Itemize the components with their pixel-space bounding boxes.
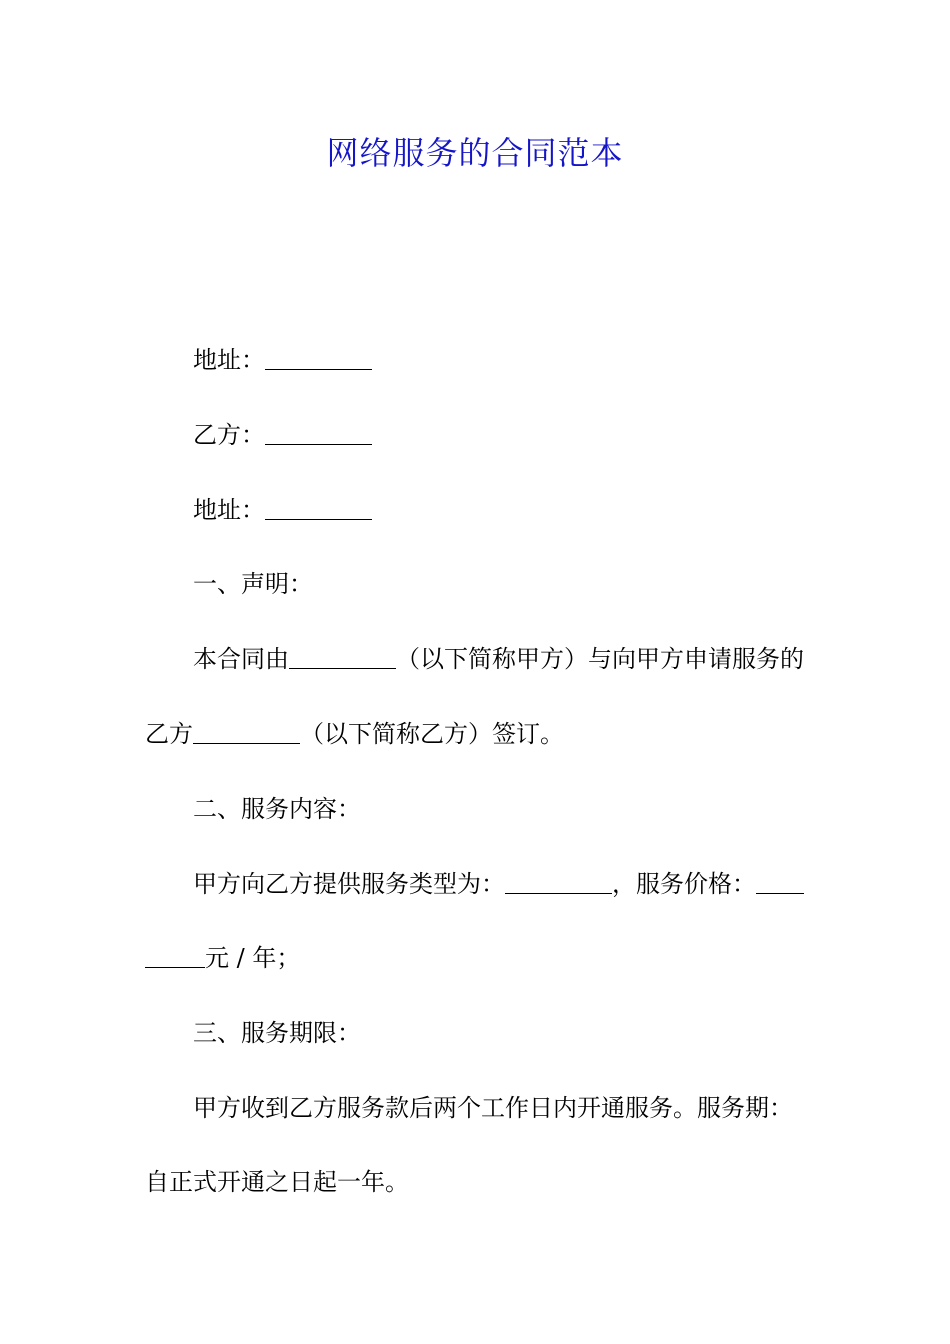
address-line-1 <box>193 340 372 380</box>
document-title: 网络服务的合同范本 <box>326 134 624 172</box>
clause-1-start: 本合同由 <box>193 645 289 673</box>
clause-1-line-1 <box>193 639 804 679</box>
clause-3-line-1: 甲方收到乙方服务款后两个工作日内开通服务。服务期： <box>193 1094 793 1122</box>
price-blank-part-2 <box>145 945 205 968</box>
clause-1b-start: 乙方 <box>145 720 193 748</box>
section-3-heading: 三、服务期限： <box>193 1019 361 1047</box>
party-b-label: 乙方： <box>193 421 265 449</box>
clause-2-end: 元 / 年； <box>205 944 301 972</box>
party-b-blank <box>265 422 372 445</box>
party-b-name-blank <box>193 721 300 744</box>
clause-1-line-2 <box>145 714 564 754</box>
clause-3-line-2: 自正式开通之日起一年。 <box>145 1168 409 1196</box>
clause-1-end: （以下简称甲方）与向甲方申请服务的 <box>396 645 804 673</box>
service-type-blank <box>505 871 612 894</box>
address-label-2: 地址： <box>193 496 265 524</box>
party-b-line <box>193 415 372 455</box>
party-a-name-blank <box>289 646 396 669</box>
section-1-heading: 一、声明： <box>193 570 313 598</box>
clause-1b-end: （以下简称乙方）签订。 <box>300 720 564 748</box>
address-line-2 <box>193 490 372 530</box>
clause-2-line-1 <box>193 864 804 904</box>
clause-2-mid: ，服务价格： <box>612 870 756 898</box>
address-blank-2 <box>265 497 372 520</box>
clause-2-line-2 <box>145 938 300 978</box>
section-2-heading: 二、服务内容： <box>193 795 361 823</box>
address-label-1: 地址： <box>193 346 265 374</box>
clause-2-start: 甲方向乙方提供服务类型为： <box>193 870 505 898</box>
price-blank-part-1 <box>756 871 804 894</box>
address-blank-1 <box>265 347 372 370</box>
